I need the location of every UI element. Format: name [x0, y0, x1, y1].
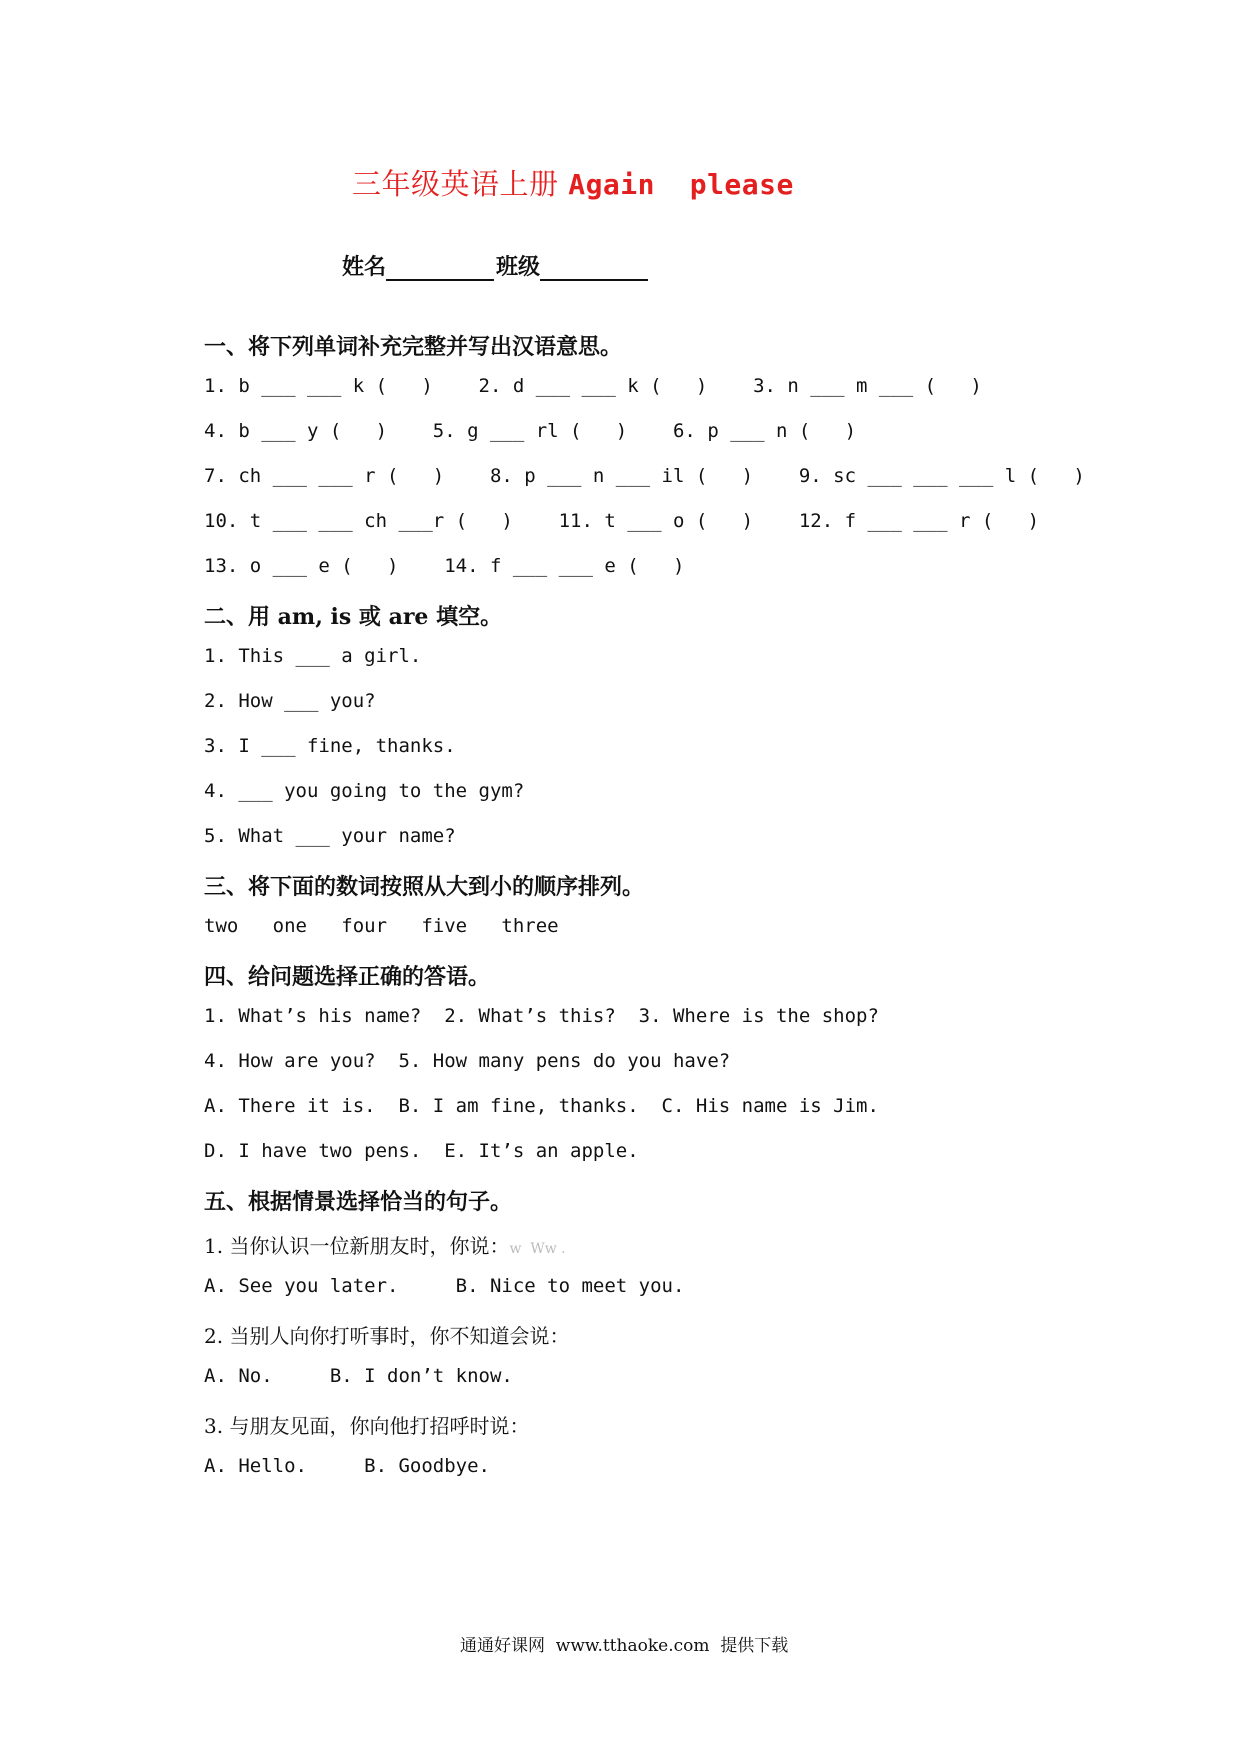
section-5-answer-3: A. Hello. B. Goodbye.	[204, 1455, 490, 1477]
section-2-row: 3. I ___ fine, thanks.	[204, 735, 456, 757]
class-label: 班级	[496, 254, 541, 280]
section-5-question-3: 3. 与朋友见面，你向他打招呼时说：	[204, 1414, 530, 1438]
question-1-text: 1. 当你认识一位新朋友时，你说：	[204, 1234, 510, 1258]
name-blank[interactable]	[386, 257, 494, 281]
section-5-question-2: 2. 当别人向你打听事时，你不知道会说：	[204, 1324, 570, 1348]
section-2-row: 2. How ___ you?	[204, 690, 376, 712]
section-5-heading: 五、根据情景选择恰当的句子。	[204, 1189, 513, 1215]
footer-source: 通通好课网 www.tthaoke.com 提供下载	[460, 1636, 789, 1656]
section-5-answer-2: A. No. B. I don’t know.	[204, 1365, 513, 1387]
section-5-question-1	[204, 1230, 566, 1259]
number-words-row: two one four five three	[204, 915, 559, 937]
section-1-row: 4. b ___ y ( ) 5. g ___ rl ( ) 6. p ___ n ( )	[204, 420, 857, 442]
class-blank[interactable]	[540, 257, 648, 281]
section-5-answer-1: A. See you later. B. Nice to meet you.	[204, 1275, 685, 1297]
title-en: Again please	[568, 168, 794, 201]
student-info-row	[342, 250, 650, 281]
section-4-row: A. There it is. B. I am fine, thanks. C. His name is Jim.	[204, 1095, 879, 1117]
section-2-heading: 二、用 am, is 或 are 填空。	[204, 604, 503, 630]
section-2-row: 5. What ___ your name?	[204, 825, 456, 847]
section-1-row: 1. b ___ ___ k ( ) 2. d ___ ___ k ( ) 3. n ___ m ___ ( )	[204, 375, 982, 397]
section-3-heading: 三、将下面的数词按照从大到小的顺序排列。	[204, 874, 645, 900]
section-2-row: 1. This ___ a girl.	[204, 645, 422, 667]
page-title	[352, 162, 794, 203]
section-1-row: 7. ch ___ ___ r ( ) 8. p ___ n ___ il ( ) 9. sc ___ ___ ___ l ( )	[204, 465, 1085, 487]
section-1-row: 10. t ___ ___ ch ___r ( ) 11. t ___ o ( ) 12. f ___ ___ r ( )	[204, 510, 1040, 532]
section-4-row: 4. How are you? 5. How many pens do you have?	[204, 1050, 731, 1072]
title-cn: 三年级英语上册	[352, 167, 569, 201]
section-2-row: 4. ___ you going to the gym?	[204, 780, 525, 802]
section-4-row: D. I have two pens. E. It’s an apple.	[204, 1140, 639, 1162]
name-label: 姓名	[342, 254, 387, 280]
section-1-heading: 一、将下列单词补充完整并写出汉语意思。	[204, 334, 623, 360]
section-4-row: 1. What’s his name? 2. What’s this? 3. Where is the shop?	[204, 1005, 879, 1027]
section-4-heading: 四、给问题选择正确的答语。	[204, 964, 491, 990]
section-1-row: 13. o ___ e ( ) 14. f ___ ___ e ( )	[204, 555, 685, 577]
faint-watermark-text: w Ww .	[509, 1241, 566, 1257]
